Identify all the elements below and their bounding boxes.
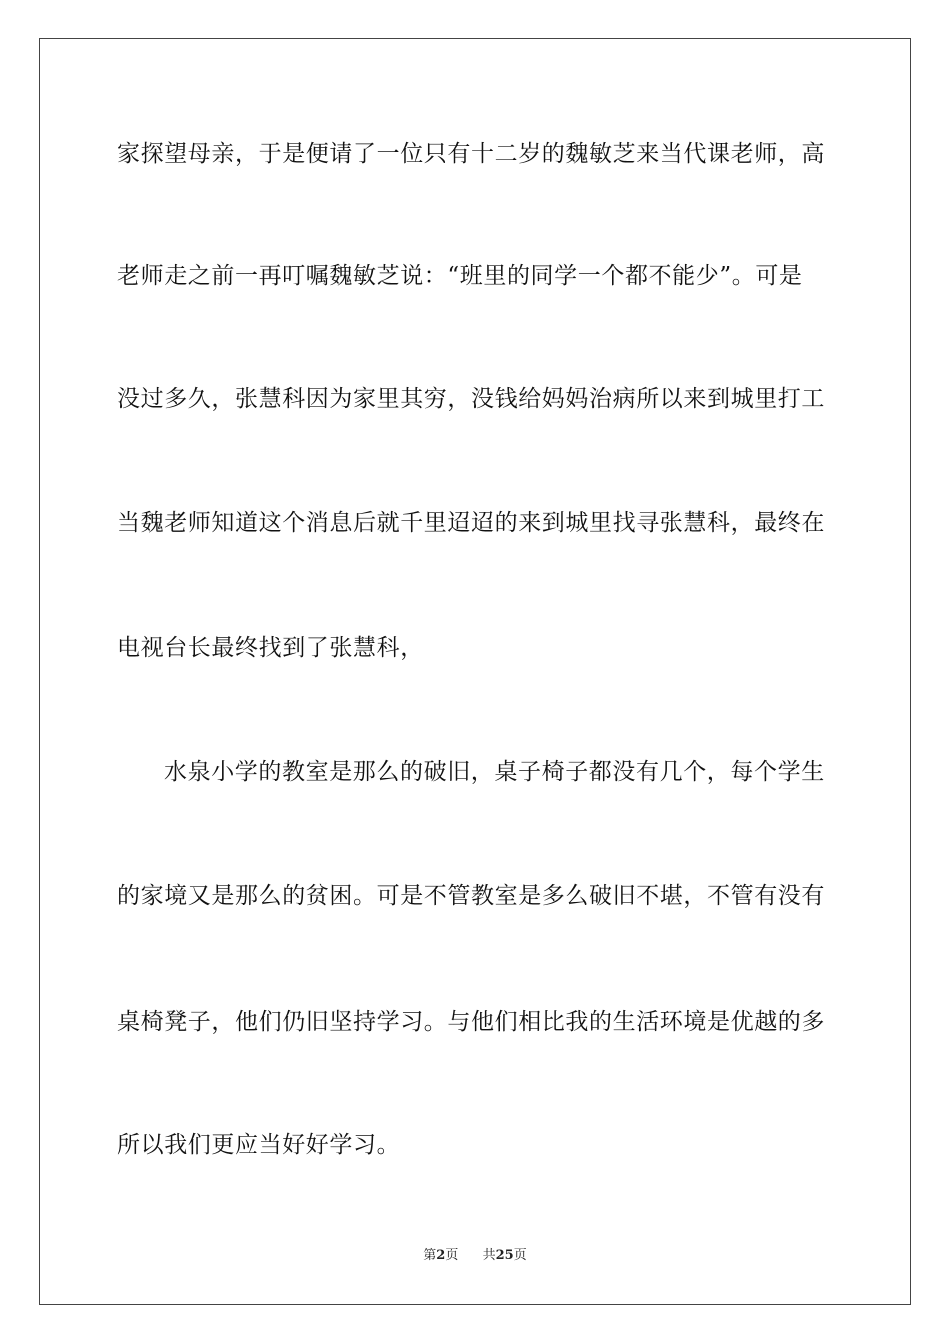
body-text-line-9: 所以我们更应当好好学习。 [117, 1132, 401, 1158]
paragraph-2-first-line: 水泉小学的教室是那么的破旧，桌子椅子都没有几个，每个学生 [164, 759, 825, 785]
page-suffix: 页 [445, 1248, 459, 1263]
total-pages-label [483, 1247, 527, 1265]
total-page-count: 25 [495, 1248, 514, 1263]
page-footer [0, 1247, 950, 1265]
body-text-line-1: 家探望母亲，于是便请了一位只有十二岁的魏敏芝来当代课老师，高 [117, 141, 825, 167]
body-text-line-3: 没过多久，张慧科因为家里其穷，没钱给妈妈治病所以来到城里打工 [117, 386, 825, 412]
body-text-line-8: 桌椅凳子，他们仍旧坚持学习。与他们相比我的生活环境是优越的多 [117, 1009, 825, 1035]
page-border [39, 38, 911, 1305]
body-text-line-2: 老师走之前一再叮嘱魏敏芝说：“班里的同学一个都不能少”。可是 [117, 263, 803, 289]
total-suffix: 页 [513, 1248, 527, 1263]
body-text-line-5: 电视台长最终找到了张慧科， [117, 635, 424, 661]
page-prefix: 第 [423, 1248, 437, 1263]
page-number-label [423, 1247, 458, 1265]
body-text-line-4: 当魏老师知道这个消息后就千里迢迢的来到城里找寻张慧科，最终在 [117, 510, 825, 536]
total-prefix: 共 [482, 1248, 496, 1263]
current-page-number: 2 [436, 1248, 446, 1263]
body-text-line-7: 的家境又是那么的贫困。可是不管教室是多么破旧不堪，不管有没有 [117, 883, 825, 909]
